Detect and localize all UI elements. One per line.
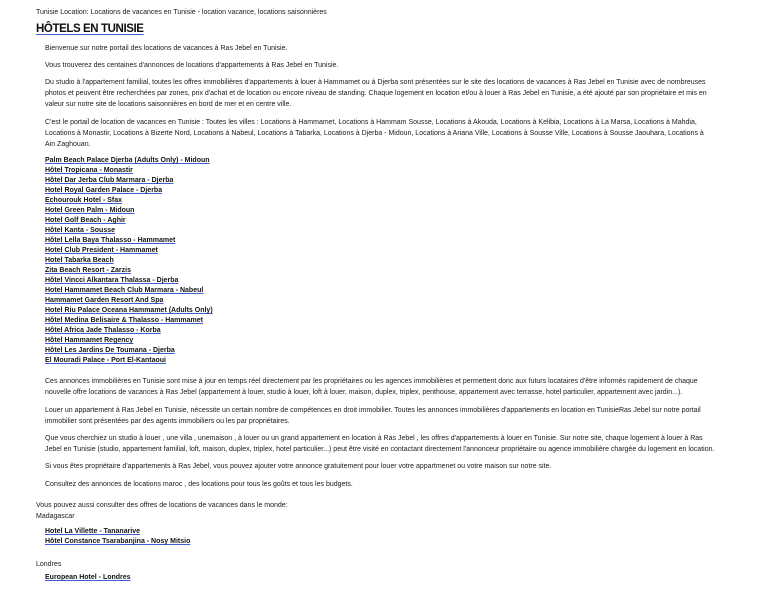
hotel-link-row [45,236,715,246]
hotel-link-row [45,316,715,326]
hotel-link[interactable]: Hotel Riu Palace Oceana Hammamet (Adults Only) [45,307,213,315]
hotel-link-row [45,216,715,226]
hotel-link[interactable]: Hôtel Vincci Alkantara Thalassa - Djerba [45,277,179,285]
region-label-londres: Londres [36,561,62,569]
hotel-link-row [45,256,715,266]
hotel-link-row [45,196,715,206]
hotel-link-row [45,156,715,166]
hotel-link-row [45,186,715,196]
hotel-link-row [45,276,715,286]
world-intro-text: Vous pouvez aussi consulter des offres de locations de vacances dans le monde: [36,501,288,509]
hotel-link[interactable]: Hotel Tabarka Beach [45,257,114,265]
paragraph-realtime-updates: Ces annonces immobilières en Tunisie sont mise à jour en temps réel directement par les propriétaires ou les agences immobilières et permettent donc aux futurs locataires d'être informés rapidement de chaque nouvelle offre locations de vacances à Ras Jebel (appartement à louer, studio à louer, loft à louer, maison, duplex, triplex, penthouse, appartement avec terrasse, hotel particulier, appartement avec jardin...). [45,378,698,397]
hotel-link-row [45,336,715,346]
hotel-link[interactable]: Palm Beach Palace Djerba (Adults Only) - Midoun [45,157,210,165]
paragraph-welcome: Bienvenue sur notre portail des locations de vacances à Ras Jebel en Tunisie. [45,44,288,52]
paragraph-listings-count: Vous trouverez des centaines d'annonces de locations d'appartements à Ras Jebel en Tunisie. [45,61,339,69]
hotel-link[interactable]: Hôtel Tropicana - Monastir [45,167,133,175]
hotel-link[interactable]: Hôtel Medina Belisaire & Thalasso - Hammamet [45,317,203,325]
hotel-link[interactable]: Hôtel Lella Baya Thalasso - Hammamet [45,237,176,245]
hotel-link-row [45,246,715,256]
hotel-link[interactable]: Hotel Green Palm - Midoun [45,207,135,215]
hotel-link-row [45,226,715,236]
world-link-row [45,527,715,537]
hotel-link-row [45,346,715,356]
region-label-madagascar: Madagascar [36,512,75,520]
hotel-link-row [45,166,715,176]
hotel-link[interactable]: Hotel Hammamet Beach Club Marmara - Nabeul [45,287,204,295]
londres-links-list [45,573,715,583]
page-heading-link[interactable]: HÔTELS EN TUNISIE [36,22,144,35]
hotel-link-row [45,206,715,216]
hotel-link[interactable]: Hotel Club President - Hammamet [45,247,158,255]
hotel-link-row [45,296,715,306]
hotel-link[interactable]: Hôtel Les Jardins De Toumana - Djerba [45,347,175,355]
paragraph-add-listing: Si vous êtes propriétaire d'appartements à Ras Jebel, vous pouvez ajouter votre annonce gratuitement pour louer votre appartmenet ou votre maison sur notre site. [45,463,552,471]
paragraph-morocco-listings: Consultez des annonces de locations maroc , des locations pour tous les goûts et tous les budgets. [45,480,353,488]
hotel-link[interactable]: Hammamet Garden Resort And Spa [45,297,164,305]
hotel-link[interactable]: Hôtel Dar Jerba Club Marmara - Djerba [45,177,174,185]
page-heading [36,22,715,36]
site-title: Tunisie Location: Locations de vacances en Tunisie - location vacance, locations saisonnières [36,9,327,16]
world-link-row [45,573,715,583]
paragraph-renting-skills: Louer un appartement à Ras Jebel en Tunisie, nécessite un certain nombre de compétences en droit immobilier. Toutes les annonces immobilières d'appartements en location en TunisieRas Jebel sur notre portail immobilier sont présentées par des agents immobiliers ou les par propriétaires. [45,406,701,425]
paragraph-offers-description: Du studio à l'appartement familial, toutes les offres immobilières d'appartements à louer à Hammamet ou à Djerba sont présentées sur le site des locations de vacances à Ras Jebel en Tunisie avec de nombreuses photos et peuvent être recherchées par zones, prix d'achat et de location ou encore niveau de standing. Chaque logement en location et/ou à louer à Ras Jebel en Tunisie, a été ajouté par son propriétaire et mis en valeur sur notre site de locations saisonnières en bord de mer et en centre ville. [45,78,707,109]
hotel-link-row [45,306,715,316]
paragraph-cities-list: C'est le portail de location de vacances en Tunisie : Toutes les villes : Locations à Hammamet, Locations à Hammam Sousse, Locations à Akouda, Locations à Kelibia, Locations à La Marsa, Locations à Mahdia, Locations à Monastir, Locations à Bizerte Nord, Locations à Nabeul, Locations à Tabarka, Locations à Djerba - Midoun, Locations à Ariana Ville, Locations à Sousse Ville, Locations à Sousse Jaouhara, Locations à Ain Zaghouan. [45,118,704,148]
world-hotel-link[interactable]: Hotel La Villette - Tananarive [45,528,141,536]
hotel-link-row [45,266,715,276]
hotel-links-list [45,156,715,366]
hotel-link[interactable]: Hôtel Kanta - Sousse [45,227,116,235]
hotel-link-row [45,356,715,366]
hotel-link[interactable]: Echourouk Hotel - Sfax [45,197,123,205]
world-section [36,500,715,584]
world-hotel-link[interactable]: Hôtel Constance Tsarabanjina - Nosy Mitsio [45,538,191,546]
hotel-link[interactable]: Zita Beach Resort - Zarzis [45,267,131,275]
hotel-link-row [45,286,715,296]
hotel-link[interactable]: Hôtel Hammamet Regency [45,337,134,345]
world-hotel-link[interactable]: European Hotel - Londres [45,574,131,582]
madagascar-links-list [45,527,715,547]
hotel-link-row [45,326,715,336]
hotel-link[interactable]: Hotel Royal Garden Palace - Djerba [45,187,163,195]
hotel-link[interactable]: Hôtel Africa Jade Thalasso - Korba [45,327,161,335]
main-content [45,43,715,490]
paragraph-search-types: Que vous cherchiez un studio à louer , une villa , unemaison , à louer ou un grand appartement en location à Ras Jebel , les offres d'appartements à louer en Tunisie. Sur notre site, chaque logement à louer à Ras Jebel en Tunisie (studio, appartement familial, loft, maison, duplex, triplex, hotel particulier...) peut être visité en contactant directement l'annonceur propriétaire ou agence immobilière chargée du logement en location. [45,434,715,454]
world-link-row [45,537,715,547]
hotel-link[interactable]: Hotel Golf Beach - Aghir [45,217,126,225]
hotel-link[interactable]: El Mouradi Palace - Port El-Kantaoui [45,357,166,365]
hotel-link-row [45,176,715,186]
